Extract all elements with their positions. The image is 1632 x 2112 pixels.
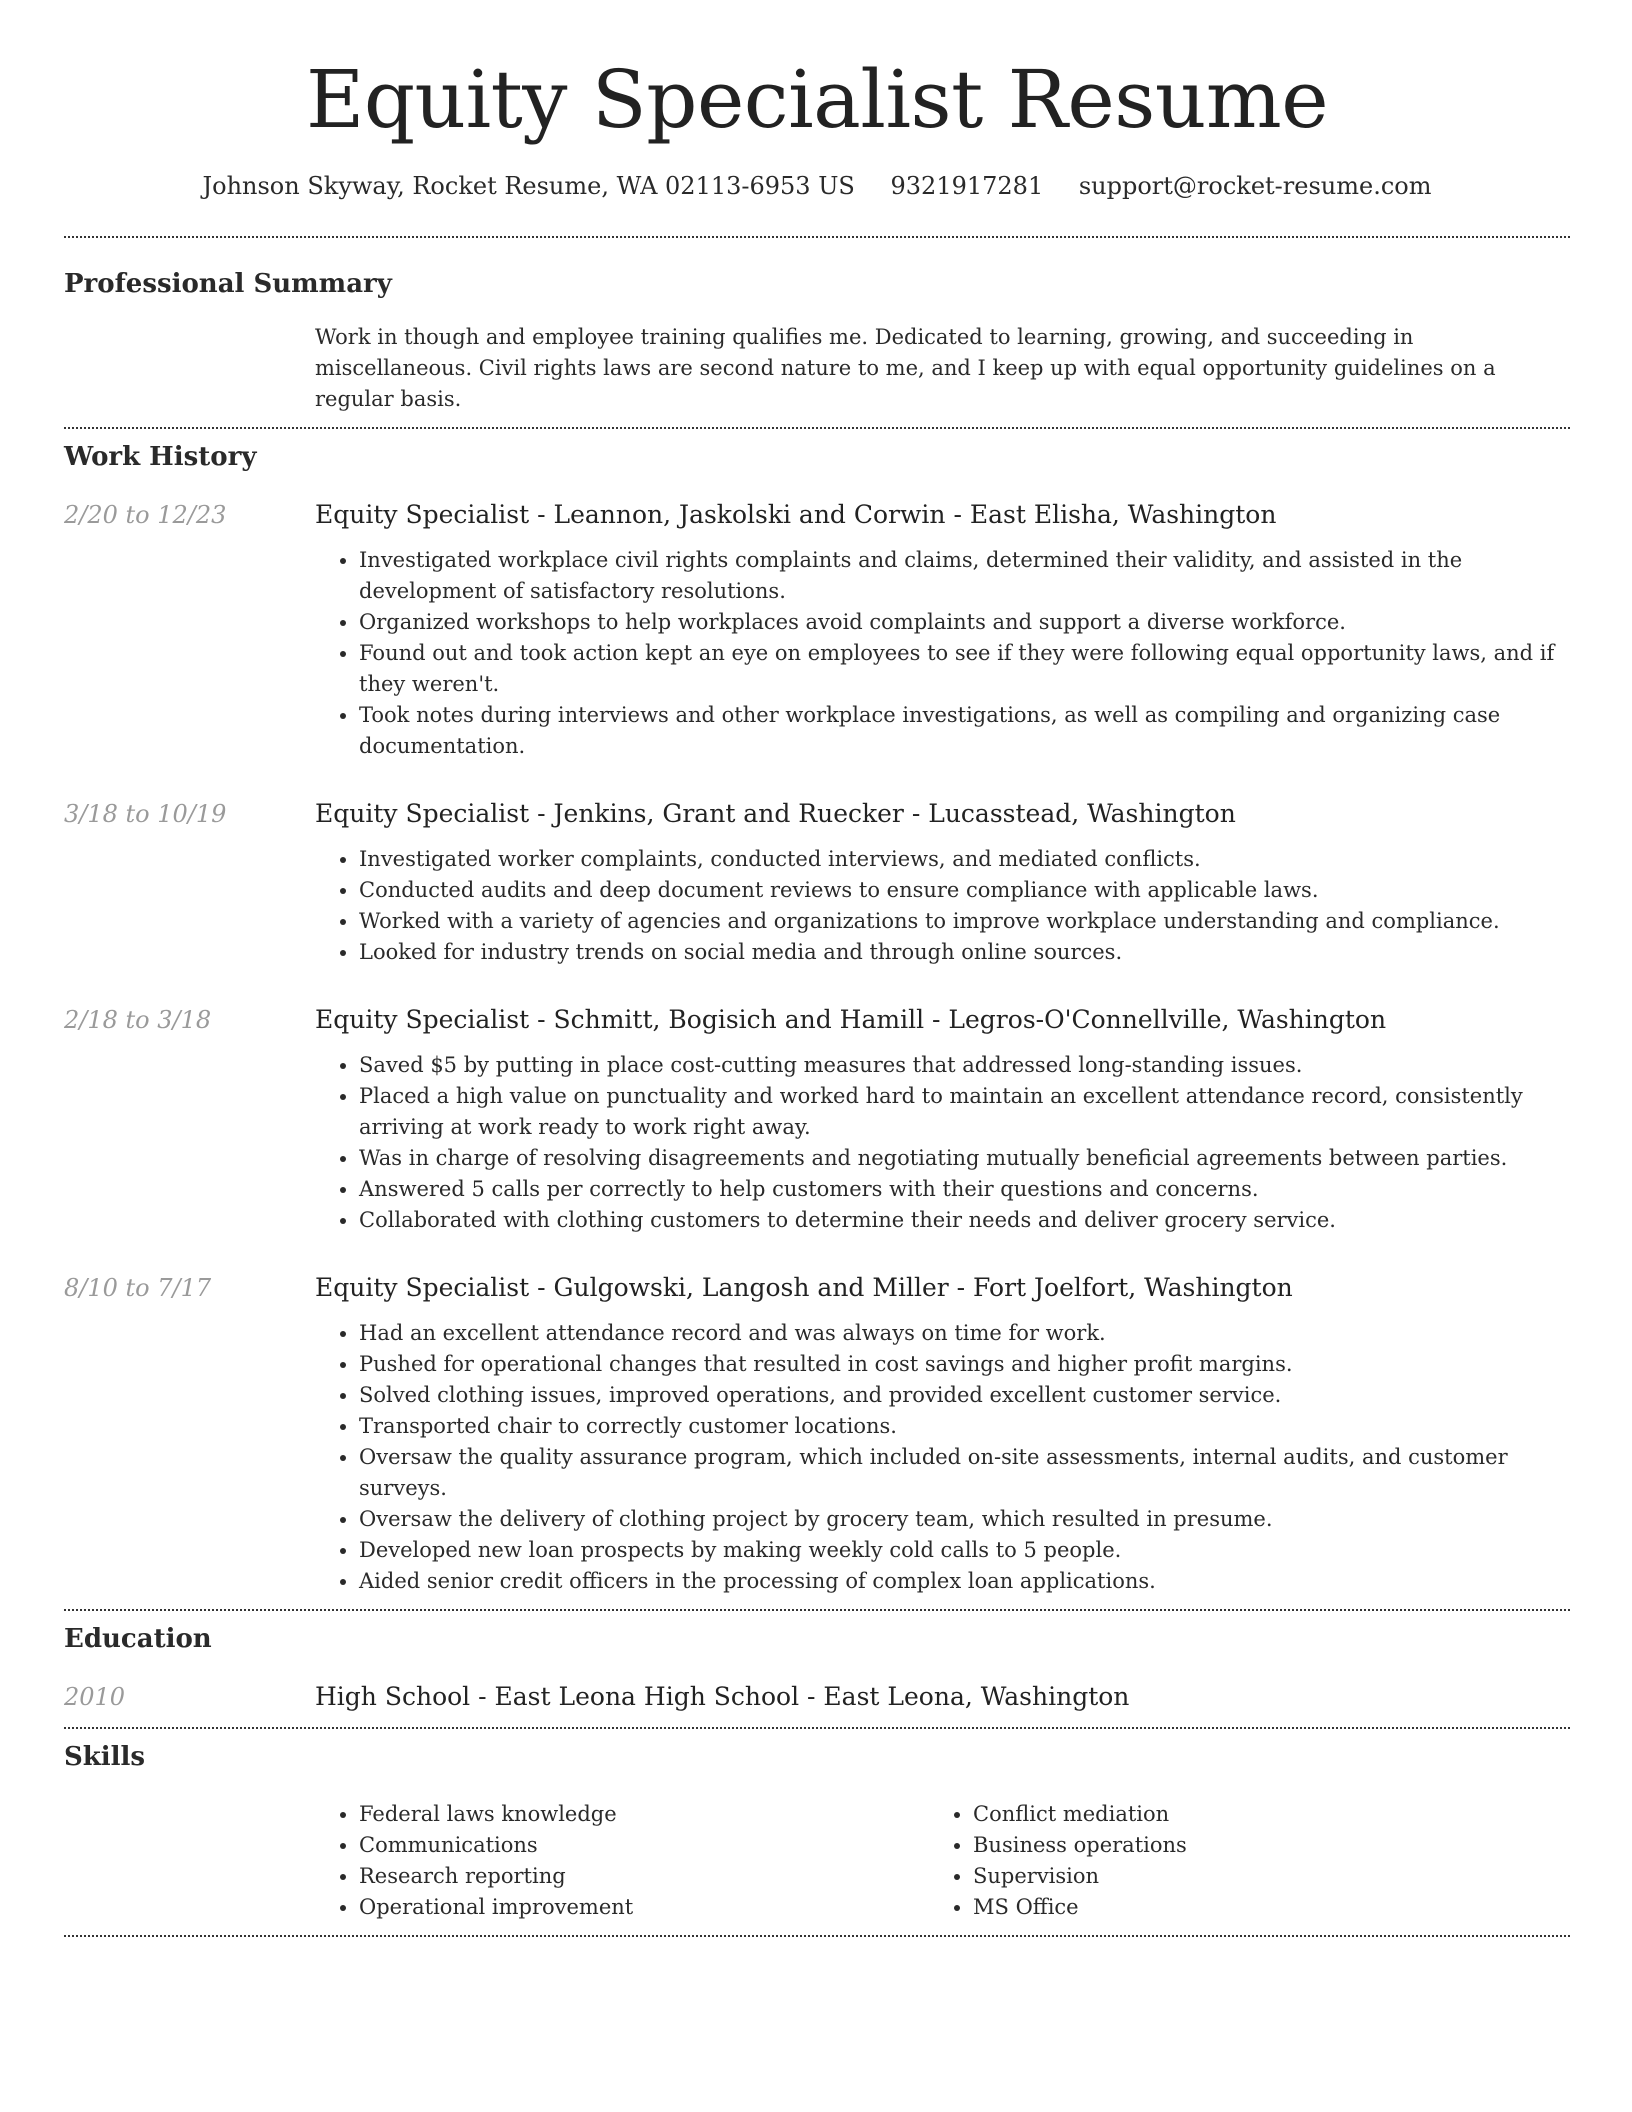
divider [64, 236, 1570, 238]
list-item: • Developed new loan prospects by making weekly cold calls to 5 people. [359, 1535, 1570, 1566]
skill-item: • Supervision [973, 1861, 1543, 1892]
education-degree: High School [315, 1682, 471, 1711]
list-item: • Took notes during interviews and other workplace investigations, as well as compiling and organizing case documentation. [359, 700, 1570, 762]
skills-column-right [929, 1799, 1543, 1923]
job-entry [64, 798, 1570, 968]
job-bullets [315, 545, 1570, 762]
list-item: • Saved $5 by putting in place cost-cutting measures that addressed long-standing issues. [359, 1050, 1570, 1081]
summary-text: Work in though and employee training qualifies me. Dedicated to learning, growing, and succeeding in miscellaneous. Civil rights laws are second nature to me, and I keep up with equal opportunity guidelines on a regular basis. [315, 325, 1496, 411]
job-bullets [315, 1318, 1570, 1597]
skill-item: • Federal laws knowledge [359, 1799, 929, 1830]
job-entry [64, 1004, 1570, 1236]
divider [64, 1609, 1570, 1611]
skill-item: • Communications [359, 1830, 929, 1861]
section-title-work-history: Work History [64, 442, 257, 472]
contact-address: Johnson Skyway, Rocket Resume, WA 02113-6953 US [202, 172, 855, 200]
list-item: • Organized workshops to help workplaces avoid complaints and support a diverse workforce. [359, 607, 1570, 638]
list-item: • Worked with a variety of agencies and organizations to improve workplace understanding and compliance. [359, 906, 1570, 937]
list-item: • Had an excellent attendance record and was always on time for work. [359, 1318, 1570, 1349]
job-bullets [315, 1050, 1570, 1236]
list-item: • Found out and took action kept an eye on employees to see if they were following equal opportunity laws, and if they weren't. [359, 638, 1570, 700]
contact-line [64, 170, 1570, 202]
list-item: • Oversaw the quality assurance program, which included on-site assessments, internal audits, and customer surveys. [359, 1442, 1570, 1504]
education-entry [64, 1681, 1570, 1713]
skill-item: • Operational improvement [359, 1892, 929, 1923]
job-dates: 2/18 to 3/18 [64, 1006, 212, 1034]
skill-item: • Conflict mediation [973, 1799, 1543, 1830]
list-item: • Collaborated with clothing customers to determine their needs and deliver grocery service. [359, 1205, 1570, 1236]
skills-list [315, 1799, 1570, 1923]
list-item: • Placed a high value on punctuality and worked hard to maintain an excellent attendance record, consistently arriving at work ready to work right away. [359, 1081, 1570, 1143]
job-entry [64, 499, 1570, 762]
divider [64, 1727, 1570, 1729]
education-title [315, 1681, 1570, 1713]
list-item: • Conducted audits and deep document reviews to ensure compliance with applicable laws. [359, 875, 1570, 906]
job-bullets [315, 844, 1570, 968]
contact-email: support@rocket-resume.com [1078, 172, 1432, 200]
section-title-summary: Professional Summary [64, 269, 392, 299]
resume-title: Equity Specialist Resume [305, 53, 1329, 146]
job-title: Equity Specialist - Jenkins, Grant and Ruecker - Lucasstead, Washington [315, 799, 1236, 828]
skill-item: • Business operations [973, 1830, 1543, 1861]
section-title-education: Education [64, 1624, 212, 1654]
resume-page [64, 0, 1570, 1937]
skills-column-left [315, 1799, 929, 1923]
list-item: • Looked for industry trends on social media and through online sources. [359, 937, 1570, 968]
job-entry [64, 1272, 1570, 1597]
job-title: Equity Specialist - Gulgowski, Langosh and Miller - Fort Joelfort, Washington [315, 1273, 1293, 1302]
job-dates: 8/10 to 7/17 [64, 1274, 212, 1302]
education-section [64, 1623, 1570, 1713]
skill-item: • MS Office [973, 1892, 1543, 1923]
summary-section [64, 268, 1570, 415]
list-item: • Transported chair to correctly customer locations. [359, 1411, 1570, 1442]
list-item: • Was in charge of resolving disagreements and negotiating mutually beneficial agreements between parties. [359, 1143, 1570, 1174]
job-dates: 2/20 to 12/23 [64, 501, 227, 529]
list-item: • Aided senior credit officers in the processing of complex loan applications. [359, 1566, 1570, 1597]
divider [64, 427, 1570, 429]
contact-phone: 9321917281 [890, 172, 1044, 200]
list-item: • Investigated workplace civil rights complaints and claims, determined their validity, and assisted in the development of satisfactory resolutions. [359, 545, 1570, 607]
job-dates: 3/18 to 10/19 [64, 800, 227, 828]
list-item: • Investigated worker complaints, conducted interviews, and mediated conflicts. [359, 844, 1570, 875]
education-details: - East Leona High School - East Leona, Washington [470, 1682, 1130, 1711]
work-history-section [64, 441, 1570, 1597]
job-title: Equity Specialist - Schmitt, Bogisich and Hamill - Legros-O'Connellville, Washington [315, 1005, 1387, 1034]
section-title-skills: Skills [64, 1742, 146, 1772]
list-item: • Answered 5 calls per correctly to help customers with their questions and concerns. [359, 1174, 1570, 1205]
education-year: 2010 [64, 1683, 126, 1711]
list-item: • Solved clothing issues, improved operations, and provided excellent customer service. [359, 1380, 1570, 1411]
skill-item: • Research reporting [359, 1861, 929, 1892]
skills-section [64, 1741, 1570, 1923]
list-item: • Pushed for operational changes that resulted in cost savings and higher profit margins. [359, 1349, 1570, 1380]
divider [64, 1935, 1570, 1937]
list-item: • Oversaw the delivery of clothing project by grocery team, which resulted in presume. [359, 1504, 1570, 1535]
job-title: Equity Specialist - Leannon, Jaskolski and Corwin - East Elisha, Washington [315, 500, 1277, 529]
